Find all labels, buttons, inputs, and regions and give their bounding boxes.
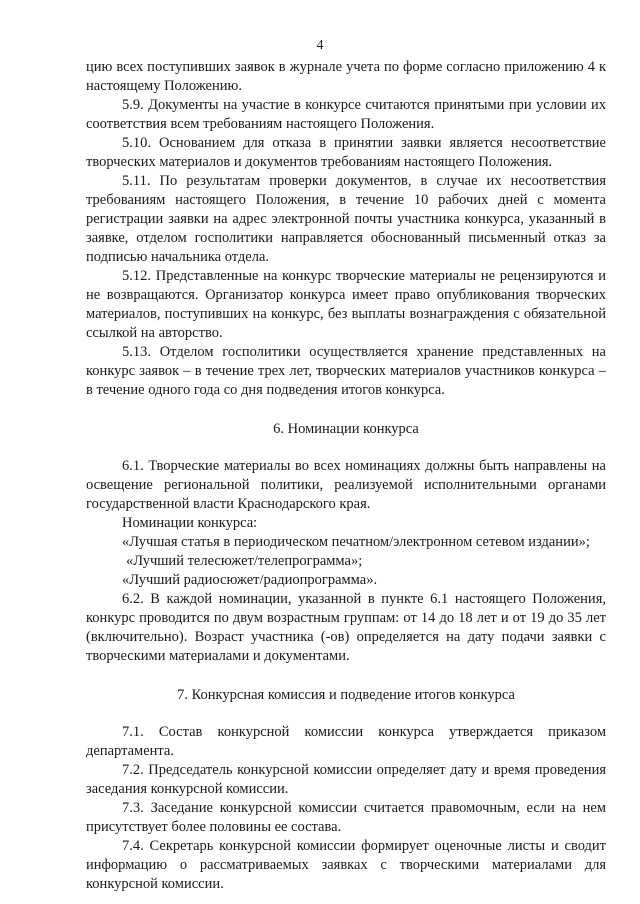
paragraph-5-11: 5.11. По результатам проверки документов, в случае их несоответствия требованиям настоящего Положения, в течение 10 рабочих дней с момента регистрации заявки на адрес электронной почты участника конкурса, указанный в заявке, отделом госполитики направляется обоснованный письменный отказ за подписью начальника отдела. xyxy=(86,173,606,265)
nomination-item-tv: «Лучший телесюжет/телепрограмма»; xyxy=(126,553,363,569)
paragraph-7-3: 7.3. Заседание конкурсной комиссии считается правомочным, если на нем присутствует более половины ее состава. xyxy=(86,800,606,835)
paragraph-7-4: 7.4. Секретарь конкурсной комиссии формирует оценочные листы и сводит информацию о рассматриваемых заявках с творческими материалами для конкурсной комиссии. xyxy=(86,838,606,892)
nomination-item-radio: «Лучший радиосюжет/радиопрограмма». xyxy=(122,572,378,588)
paragraph-5-9: 5.9. Документы на участие в конкурсе считаются принятыми при условии их соответствия всем требованиям настоящего Положения. xyxy=(86,97,606,132)
section-6-heading: 6. Номинации конкурса xyxy=(273,421,419,437)
section-7-heading: 7. Конкурсная комиссия и подведение итогов конкурса xyxy=(177,687,515,703)
paragraph-7-1: 7.1. Состав конкурсной комиссии конкурса утверждается приказом департамента. xyxy=(86,724,606,759)
paragraph-5-10: 5.10. Основанием для отказа в принятии заявки является несоответствие творческих материалов и документов требованиям настоящего Положения. xyxy=(86,135,606,170)
paragraph-7-2: 7.2. Председатель конкурсной комиссии определяет дату и время проведения заседания конкурсной комиссии. xyxy=(86,762,606,797)
document-body xyxy=(86,58,606,894)
nomination-item-article: «Лучшая статья в периодическом печатном/электронном сетевом издании»; xyxy=(122,534,590,550)
paragraph-6-1: 6.1. Творческие материалы во всех номинациях должны быть направлены на освещение региональной политики, реализуемой исполнительными органами государственной власти Краснодарского края. xyxy=(86,458,606,512)
page-number: 4 xyxy=(316,38,324,53)
paragraph-5-8-continuation: цию всех поступивших заявок в журнале учета по форме согласно приложению 4 к настоящему Положению. xyxy=(86,59,606,94)
paragraph-6-2: 6.2. В каждой номинации, указанной в пункте 6.1 настоящего Положения, конкурс проводится по двум возрастным группам: от 14 до 18 лет и от 19 до 35 лет (включительно). Возраст участника (-ов) определяется на дату подачи заявки с творческими материалами и документами. xyxy=(86,591,606,664)
nominations-label: Номинации конкурса: xyxy=(122,515,258,531)
paragraph-5-12: 5.12. Представленные на конкурс творческие материалы не рецензируются и не возвращаются. Организатор конкурса имеет право опубликования творческих материалов, поступивших на конкурс, без выплаты вознаграждения с обязательной ссылкой на авторство. xyxy=(86,268,606,341)
paragraph-5-13: 5.13. Отделом госполитики осуществляется хранение представленных на конкурс заявок – в течение трех лет, творческих материалов участников конкурса – в течение одного года со дня подведения итогов конкурса. xyxy=(86,344,606,398)
